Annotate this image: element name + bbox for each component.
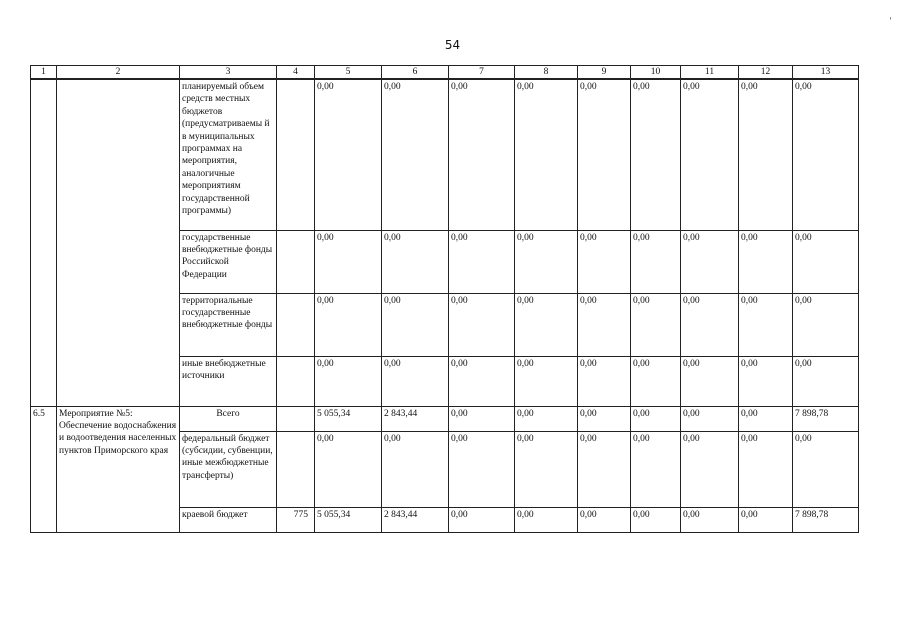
column-number: 3 (180, 66, 277, 80)
column-number: 12 (739, 66, 793, 80)
column-number: 4 (277, 66, 315, 80)
value-cell: 0,00 (578, 507, 631, 532)
source-cell: территориальные государственные внебюджетные фонды (180, 293, 277, 356)
value-cell: 0,00 (739, 507, 793, 532)
value-cell: 0,00 (515, 431, 578, 507)
value-cell: 0,00 (739, 79, 793, 230)
value-cell: 5 055,34 (315, 406, 382, 431)
value-cell: 0,00 (793, 79, 859, 230)
value-cell: 0,00 (578, 230, 631, 293)
value-cell: 0,00 (449, 356, 515, 406)
value-cell: 0,00 (793, 293, 859, 356)
column-number: 7 (449, 66, 515, 80)
value-cell: 0,00 (515, 356, 578, 406)
value-cell: 0,00 (315, 356, 382, 406)
value-cell: 0,00 (739, 293, 793, 356)
table-row (31, 79, 859, 230)
value-cell: 0,00 (449, 230, 515, 293)
value-cell: 0,00 (382, 230, 449, 293)
value-cell: 0,00 (515, 507, 578, 532)
value-cell: 0,00 (578, 293, 631, 356)
code-cell (277, 293, 315, 356)
value-cell: 0,00 (315, 230, 382, 293)
value-cell: 0,00 (739, 431, 793, 507)
code-cell (277, 431, 315, 507)
code-cell (277, 230, 315, 293)
source-cell: планируемый объем средств местных бюджетов (предусматриваемы й в муниципальных программах на мероприятия, аналогичные мероприятиям государственной программы) (180, 79, 277, 230)
value-cell: 0,00 (578, 406, 631, 431)
value-cell: 0,00 (515, 406, 578, 431)
value-cell: 0,00 (631, 293, 681, 356)
table-row-total (31, 406, 859, 431)
value-cell: 0,00 (681, 356, 739, 406)
value-cell: 0,00 (515, 230, 578, 293)
value-cell: 0,00 (315, 293, 382, 356)
value-cell: 0,00 (793, 230, 859, 293)
value-cell: 0,00 (739, 356, 793, 406)
measure-name-cell (57, 79, 180, 406)
value-cell: 0,00 (631, 79, 681, 230)
value-cell: 0,00 (315, 431, 382, 507)
code-cell (277, 79, 315, 230)
value-cell: 0,00 (315, 79, 382, 230)
code-cell (277, 406, 315, 431)
value-cell: 0,00 (681, 507, 739, 532)
column-number: 11 (681, 66, 739, 80)
source-cell: государственные внебюджетные фонды Российской Федерации (180, 230, 277, 293)
value-cell: 0,00 (631, 507, 681, 532)
value-cell: 0,00 (449, 431, 515, 507)
corner-mark: ' (889, 16, 892, 27)
value-cell: 7 898,78 (793, 507, 859, 532)
column-number: 1 (31, 66, 57, 80)
value-cell: 0,00 (382, 79, 449, 230)
column-number: 5 (315, 66, 382, 80)
value-cell: 0,00 (631, 406, 681, 431)
value-cell: 0,00 (578, 356, 631, 406)
value-cell: 0,00 (382, 356, 449, 406)
value-cell: 2 843,44 (382, 406, 449, 431)
measure-number-cell: 6.5 (31, 406, 57, 532)
value-cell: 0,00 (449, 406, 515, 431)
value-cell: 0,00 (681, 230, 739, 293)
value-cell: 0,00 (793, 431, 859, 507)
column-number: 13 (793, 66, 859, 80)
column-number: 2 (57, 66, 180, 80)
number-cell (31, 79, 57, 406)
code-cell (277, 356, 315, 406)
value-cell: 0,00 (739, 230, 793, 293)
column-number-row (31, 66, 859, 80)
value-cell: 2 843,44 (382, 507, 449, 532)
value-cell: 0,00 (515, 293, 578, 356)
value-cell: 0,00 (681, 431, 739, 507)
value-cell: 0,00 (793, 356, 859, 406)
value-cell: 0,00 (739, 406, 793, 431)
source-cell: федеральный бюджет (субсидии, субвенции, иные межбюджетные трансферты) (180, 431, 277, 507)
value-cell: 0,00 (681, 406, 739, 431)
column-number: 9 (578, 66, 631, 80)
source-cell: краевой бюджет (180, 507, 277, 532)
code-cell: 775 (277, 507, 315, 532)
value-cell: 0,00 (681, 293, 739, 356)
value-cell: 7 898,78 (793, 406, 859, 431)
measure-name-cell: Мероприятие №5: Обеспечение водоснабжения и водоотведения населенных пунктов Приморского края (57, 406, 180, 532)
column-number: 8 (515, 66, 578, 80)
source-cell: Всего (180, 406, 277, 431)
value-cell: 5 055,34 (315, 507, 382, 532)
value-cell: 0,00 (631, 356, 681, 406)
value-cell: 0,00 (449, 79, 515, 230)
value-cell: 0,00 (631, 230, 681, 293)
value-cell: 0,00 (578, 79, 631, 230)
value-cell: 0,00 (578, 431, 631, 507)
column-number: 6 (382, 66, 449, 80)
budget-table (30, 65, 859, 533)
value-cell: 0,00 (515, 79, 578, 230)
page-number: 54 (444, 38, 461, 52)
value-cell: 0,00 (631, 431, 681, 507)
value-cell: 0,00 (449, 507, 515, 532)
value-cell: 0,00 (681, 79, 739, 230)
value-cell: 0,00 (382, 293, 449, 356)
column-number: 10 (631, 66, 681, 80)
value-cell: 0,00 (449, 293, 515, 356)
value-cell: 0,00 (382, 431, 449, 507)
source-cell: иные внебюджетные источники (180, 356, 277, 406)
